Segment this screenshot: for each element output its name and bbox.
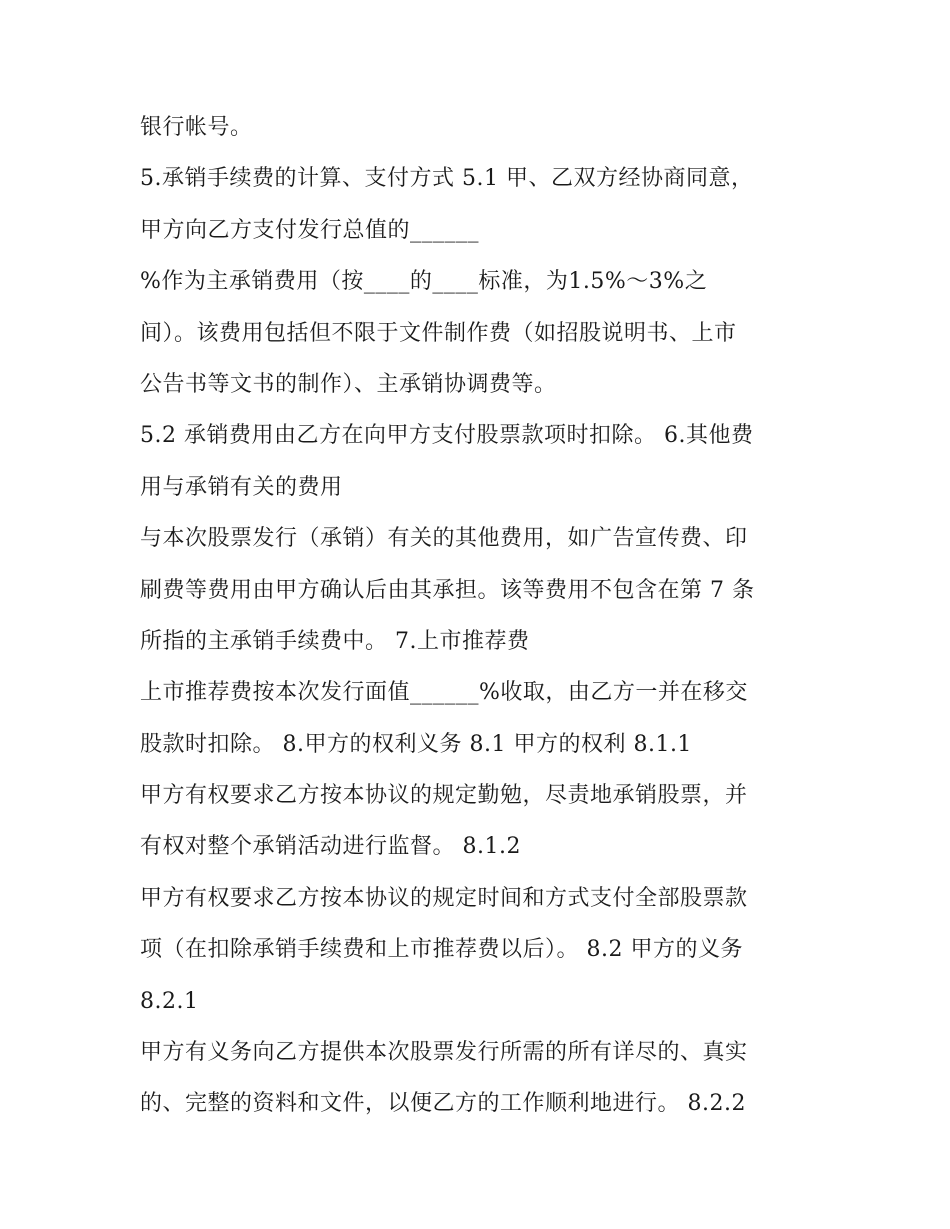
text-line: 项（在扣除承销手续费和上市推荐费以后）。 8.2 甲方的义务 (140, 937, 743, 963)
text-line: %作为主承销费用（按____的____标准，为1.5%～3%之 (140, 269, 708, 295)
text-line: 甲方有义务向乙方提供本次股票发行所需的所有详尽的、真实 (140, 1040, 748, 1066)
text-line: 银行帐号。 (140, 115, 253, 140)
text-line: 与本次股票发行（承销）有关的其他费用，如广告宣传费、印 (140, 526, 748, 552)
text-line: 甲方有权要求乙方按本协议的规定勤勉，尽责地承销股票，并 (140, 783, 748, 809)
text-line: 间）。该费用包括但不限于文件制作费（如招股说明书、上市 (140, 320, 737, 346)
text-line: 5.2 承销费用由乙方在向甲方支付股票款项时扣除。 6.其他费 (140, 423, 754, 449)
text-line: 公告书等文书的制作）、主承销协调费等。 (140, 371, 557, 397)
text-line: 有权对整个承销活动进行监督。 8.1.2 (140, 834, 521, 860)
text-line: 8.2.1 (140, 988, 199, 1014)
text-line: 甲方有权要求乙方按本协议的规定时间和方式支付全部股票款 (140, 885, 748, 911)
text-line: 5.承销手续费的计算、支付方式 5.1 甲、乙双方经协商同意， (140, 166, 754, 192)
text-line: 刷费等费用由甲方确认后由其承担。该等费用不包含在第 7 条 (140, 577, 755, 603)
text-line: 上市推荐费按本次发行面值______%收取，由乙方一并在移交 (140, 680, 748, 706)
text-line: 所指的主承销手续费中。 7.上市推荐费 (140, 628, 530, 654)
text-line: 用与承销有关的费用 (140, 474, 343, 500)
text-line: 股款时扣除。 8.甲方的权利义务 8.1 甲方的权利 8.1.1 (140, 731, 692, 757)
document-body (140, 108, 830, 1136)
text-line: 的、完整的资料和文件，以便乙方的工作顺利地进行。 8.2.2 (140, 1091, 746, 1117)
text-line: 甲方向乙方支付发行总值的______ (140, 217, 480, 243)
